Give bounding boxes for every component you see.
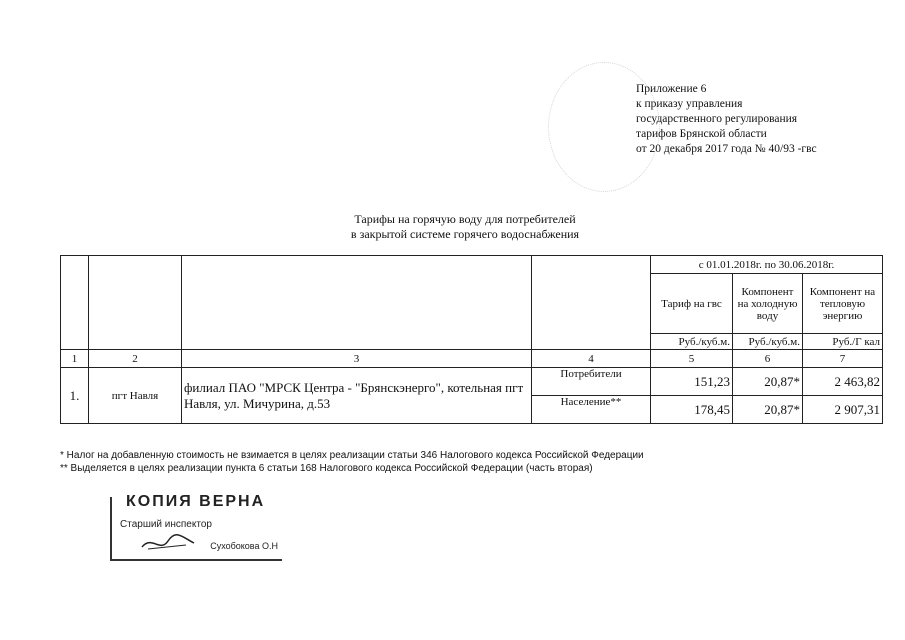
stamp-heading: КОПИЯ ВЕРНА	[126, 493, 266, 510]
stamp-name: Сухобокова О.Н	[210, 541, 278, 551]
appendix-line: государственного регулирования	[636, 113, 798, 125]
title-line-1: Тарифы на горячую воду для потребителей	[354, 212, 576, 226]
column-number: 4	[532, 350, 651, 368]
consumer-group-cell: Население**	[532, 396, 651, 424]
header-tariff: Тариф на гвс	[651, 274, 733, 334]
header-cold-component: Компонент на холодную воду	[733, 274, 803, 334]
title-line-2: в закрытой системе горячего водоснабжения	[350, 227, 580, 241]
header-blank-1	[61, 256, 89, 350]
stamp-role: Старший инспектор	[120, 519, 212, 530]
column-number: 7	[803, 350, 883, 368]
appendix-line: Приложение 6	[636, 83, 707, 95]
appendix-header	[636, 82, 817, 157]
row-number: 1.	[61, 368, 89, 424]
heat-component-value: 2 907,31	[803, 396, 883, 424]
unit-tariff: Руб./куб.м.	[651, 334, 733, 350]
column-number: 3	[182, 350, 532, 368]
organization-cell: филиал ПАО "МРСК Центра - "Брянскэнерго", котельная пгт Навля, ул. Мичурина, д.53	[182, 368, 532, 424]
cold-component-value: 20,87*	[733, 396, 803, 424]
column-number: 2	[89, 350, 182, 368]
consumer-group-cell: Потребители	[532, 368, 651, 396]
heat-component-value: 2 463,82	[803, 368, 883, 396]
signature-icon	[138, 531, 198, 553]
header-blank-3	[182, 256, 532, 350]
appendix-line: тарифов Брянской области	[636, 128, 767, 140]
table-row	[61, 368, 883, 396]
unit-heat: Руб./Г кал	[803, 334, 883, 350]
footnotes	[60, 449, 644, 475]
appendix-line: к приказу управления	[636, 98, 743, 110]
header-heat-component: Компонент на тепловую энергию	[803, 274, 883, 334]
footnote: * Налог на добавленную стоимость не взимается в целях реализации статьи 346 Налогового кодекса Российской Федерации	[60, 450, 644, 461]
cold-component-value: 20,87*	[733, 368, 803, 396]
column-number: 5	[651, 350, 733, 368]
appendix-line: от 20 декабря 2017 года № 40/93 -гвс	[636, 143, 817, 155]
column-number: 1	[61, 350, 89, 368]
tariff-table	[60, 255, 883, 424]
tariff-value: 151,23	[651, 368, 733, 396]
footnote: ** Выделяется в целях реализации пункта 6 статьи 168 Налогового кодекса Российской Федерации (часть вторая)	[60, 463, 593, 474]
column-number-row	[61, 350, 883, 368]
header-blank-4	[532, 256, 651, 350]
locality-cell: пгт Навля	[89, 368, 182, 424]
tariff-value: 178,45	[651, 396, 733, 424]
column-number: 6	[733, 350, 803, 368]
period-header: с 01.01.2018г. по 30.06.2018г.	[651, 256, 883, 274]
certified-copy-stamp	[110, 493, 282, 561]
unit-cold: Руб./куб.м.	[733, 334, 803, 350]
header-blank-2	[89, 256, 182, 350]
document-title	[300, 212, 630, 242]
